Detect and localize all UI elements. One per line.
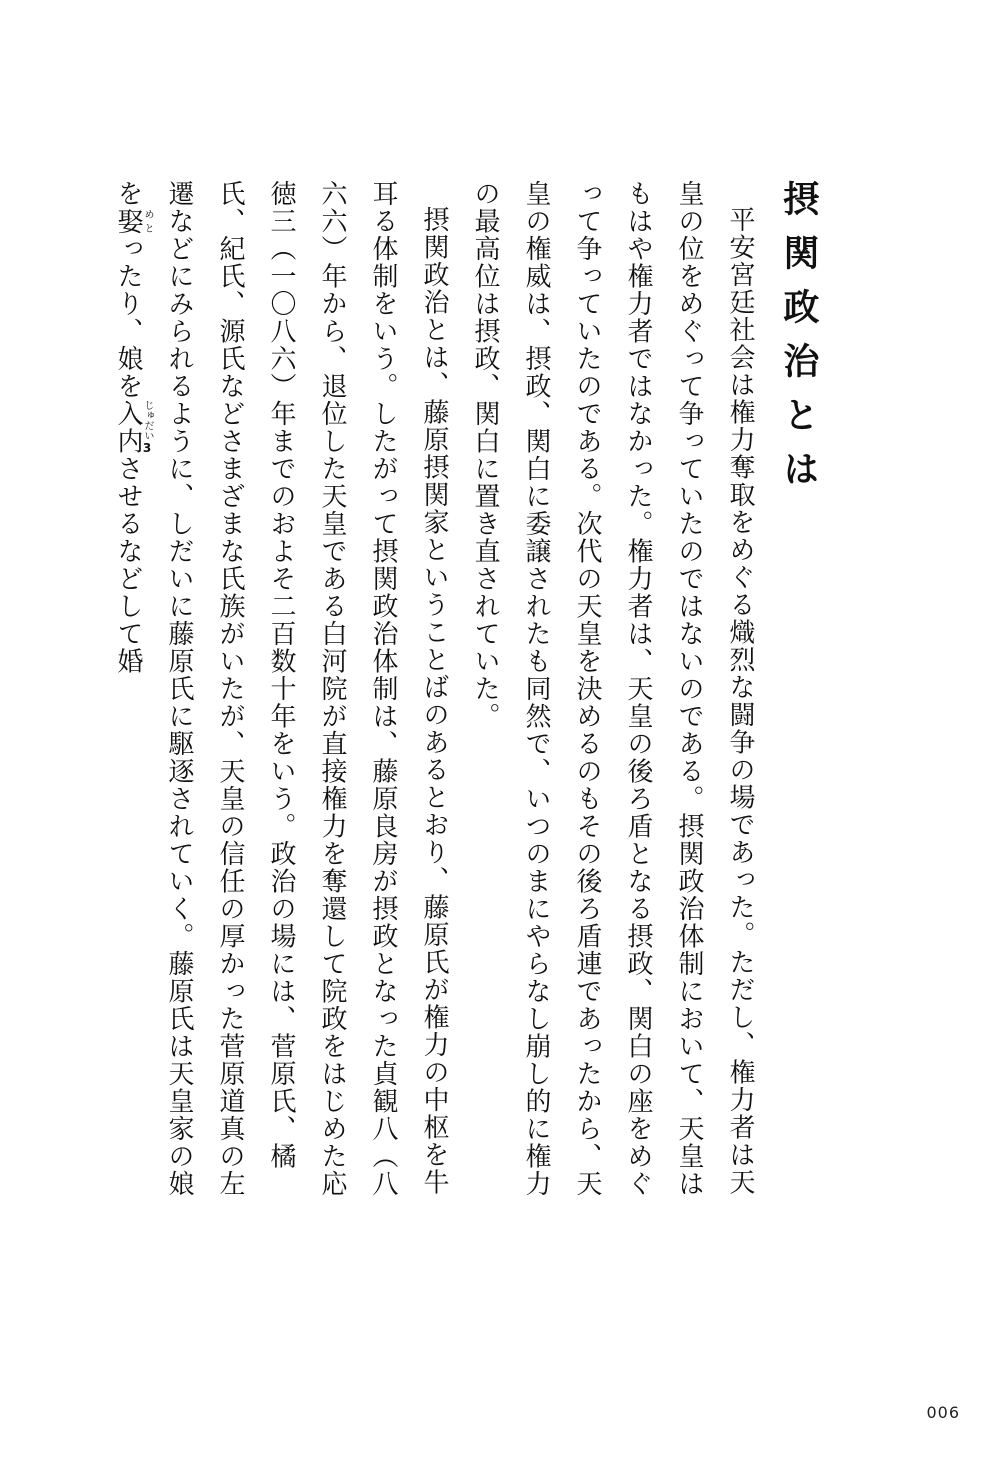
- paragraph-2-part-1: 摂関政治とは、藤原摂関家ということばのあるとおり、藤原氏が権力の中枢を牛耳る体制をいう。したがって摂関政治体制は、藤原良房が摂政となった貞観八（八六六）年から、退位した天皇である白河院が直接権力を奪還して院政をはじめた応徳三（一〇八六）年までのおよそ二百数十年をいう。政治の場には、菅原氏、橘氏、紀氏、源氏などさまざまな氏族がいたが、天皇の信任の厚かった菅原道真の左遷などにみられるように、しだいに藤原氏に駆逐されていく。藤原氏は天皇家の娘を: [113, 180, 449, 1198]
- ruby-metoru: [113, 207, 153, 236]
- ruby-base-2: 入内: [113, 400, 143, 455]
- paragraph-2: [102, 180, 459, 1220]
- ruby-base-1: 娶: [113, 207, 143, 235]
- ruby-reading-2: [142, 400, 153, 455]
- body-text: [113, 180, 765, 1220]
- paragraph-1: 平安宮廷社会は権力奪取をめぐる熾烈な闘争の場であった。ただし、権力者は天皇の位をめぐって争っていたのではないのである。摂関政治体制において、天皇はもはや権力者ではなかった。権力者は、天皇の後ろ盾となる摂政、関白の座をめぐって争っていたのである。次代の天皇を決めるのもその後ろ盾連であったから、天皇の権威は、摂政、関白に委譲されたも同然で、いつのまにやらなし崩し的に権力の最高位は摂政、関白に置き直されていた。: [470, 180, 755, 1198]
- paragraph-2-part-3: させるなどして婚: [113, 455, 143, 675]
- page-number: 006: [926, 1403, 960, 1422]
- section-heading: 摂関政治とは: [777, 180, 819, 504]
- ruby-reading-1: めと: [142, 207, 153, 235]
- paragraph-2-part-2: ったり、娘を: [113, 235, 143, 400]
- ruby-judai: [113, 400, 154, 455]
- footnote-mark: 3: [140, 440, 154, 455]
- ruby-reading-2-text: じゅだい: [142, 400, 153, 441]
